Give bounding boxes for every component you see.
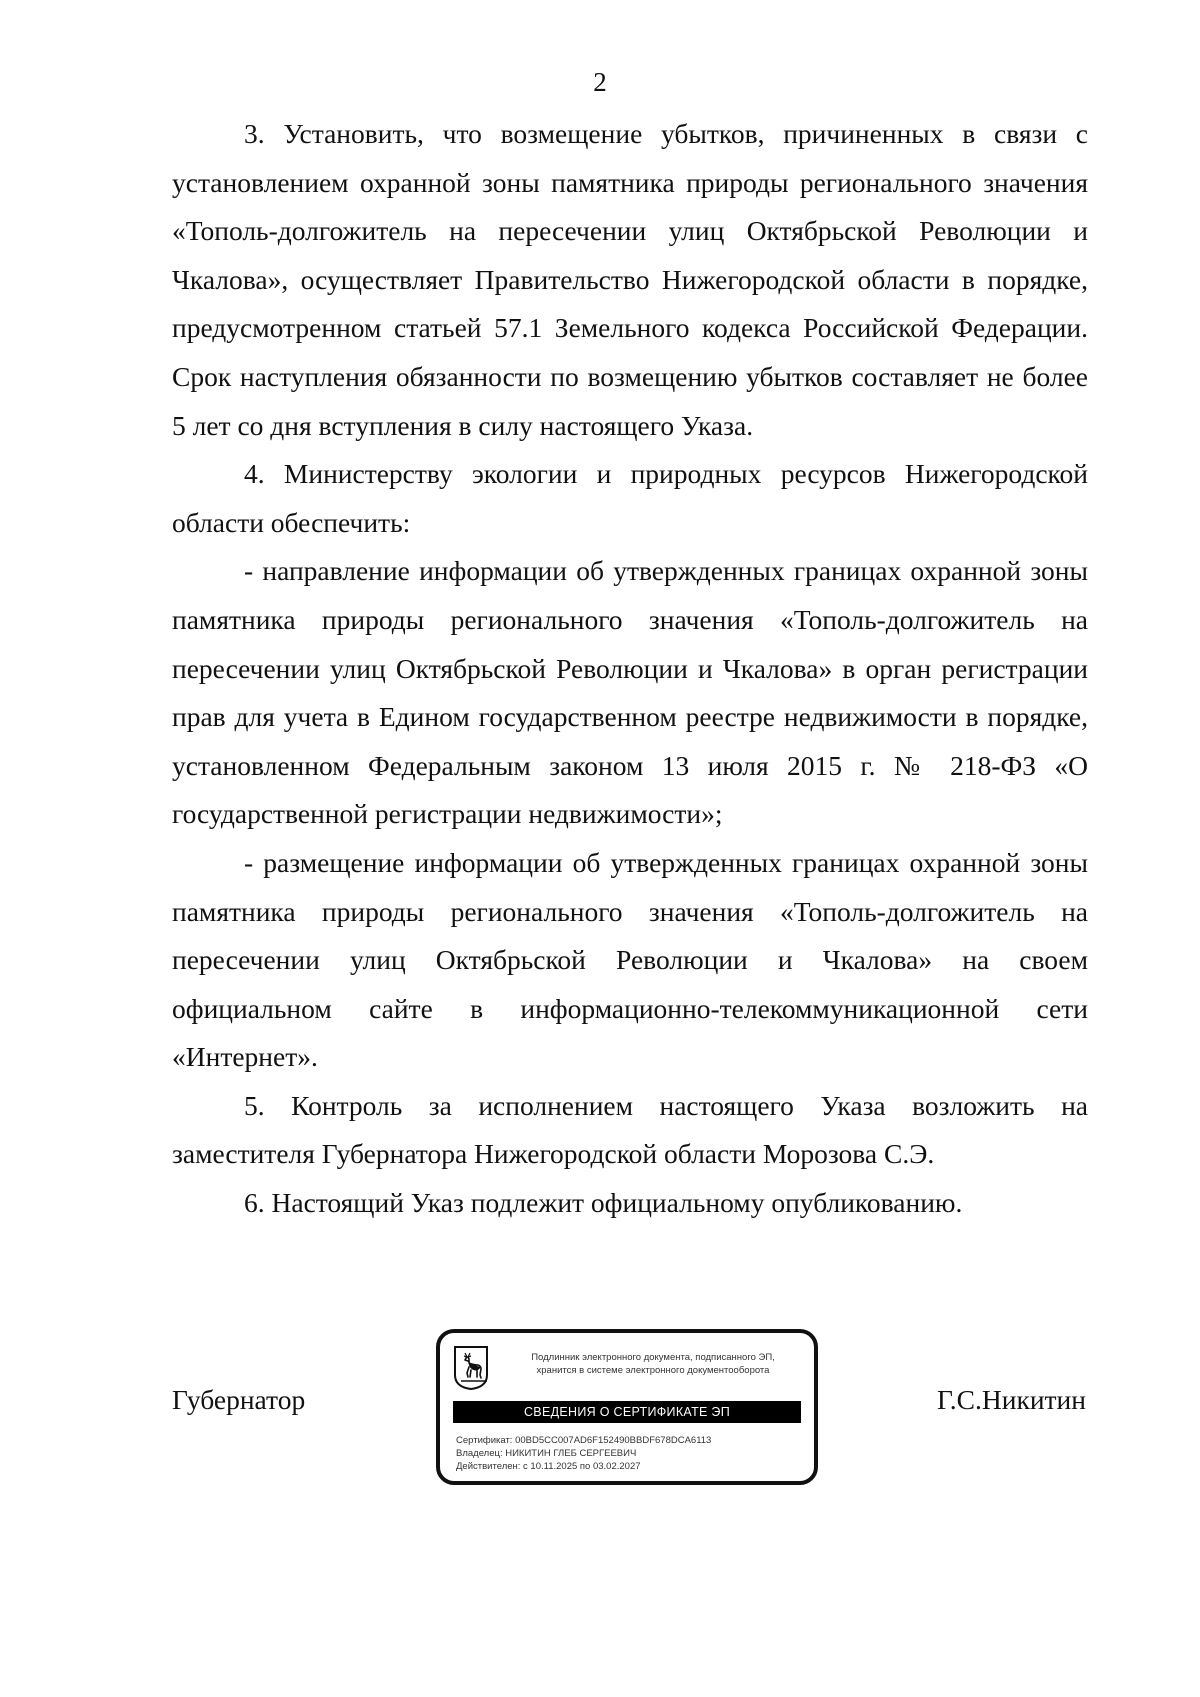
stamp-note-line-1: Подлинник электронного документа, подписанного ЭП,	[531, 1352, 775, 1363]
signer-title: Губернатор	[172, 1384, 306, 1415]
page-number: 2	[593, 67, 607, 97]
paragraph-3-compensation: 3. Установить, что возмещение убытков, причиненных в связи с установлением охранной зоны памятника природы регионального значения «Тополь-долгожитель на пересечении улиц Октябрьской Революции и Чкалова», осуществляет Правительство Нижегородской области в порядке, предусмотренном статьей 57.1 Земельного кодекса Российской Федерации. Срок наступления обязанности по возмещению убытков составляет не более 5 лет со дня вступления в силу настоящего Указа.	[172, 118, 1088, 441]
document-body	[172, 110, 1088, 1228]
paragraph-4-ministry-duties: 4. Министерству экологии и природных ресурсов Нижегородской области обеспечить:	[172, 458, 1088, 538]
stamp-certificate-number: Сертификат: 00BD5CC007AD6F152490BBDF678DCA6113	[456, 1435, 712, 1446]
paragraph-5-control: 5. Контроль за исполнением настоящего Указа возложить на заместителя Губернатора Нижегородской области Морозова С.Э.	[172, 1089, 1088, 1170]
stamp-certificate-details	[456, 1434, 711, 1473]
e-signature-stamp	[436, 1329, 818, 1485]
stamp-certificate-validity: Действителен: с 10.11.2025 по 03.02.2027	[456, 1461, 641, 1472]
signer-name: Г.С.Никитин	[937, 1384, 1086, 1415]
paragraph-4-item-website: - размещение информации об утвержденных границах охранной зоны памятника природы регионального значения «Тополь-долгожитель на пересечении улиц Октябрьской Революции и Чкалова» на своем официальном сайте в информационно-телекоммуникационной сети «Интернет».	[172, 846, 1088, 1073]
nizhny-novgorod-deer-emblem-icon	[453, 1345, 489, 1391]
stamp-note-line-2: хранится в системе электронного документооборота	[536, 1365, 770, 1376]
stamp-banner: СВЕДЕНИЯ О СЕРТИФИКАТЕ ЭП	[453, 1401, 801, 1423]
paragraph-6-publication: 6. Настоящий Указ подлежит официальному опубликованию.	[244, 1187, 963, 1219]
paragraph-4-item-registry: - направление информации об утвержденных границах охранной зоны памятника природы регионального значения «Тополь-долгожитель на пересечении улиц Октябрьской Революции и Чкалова» в орган регистрации прав для учета в Едином государственном реестре недвижимости в порядке, установленном Федеральным законом 13 июля 2015 г. № 218-ФЗ «О государственной регистрации недвижимости»;	[172, 555, 1088, 830]
stamp-note	[498, 1351, 808, 1377]
stamp-certificate-owner: Владелец: НИКИТИН ГЛЕБ СЕРГЕЕВИЧ	[456, 1448, 637, 1459]
